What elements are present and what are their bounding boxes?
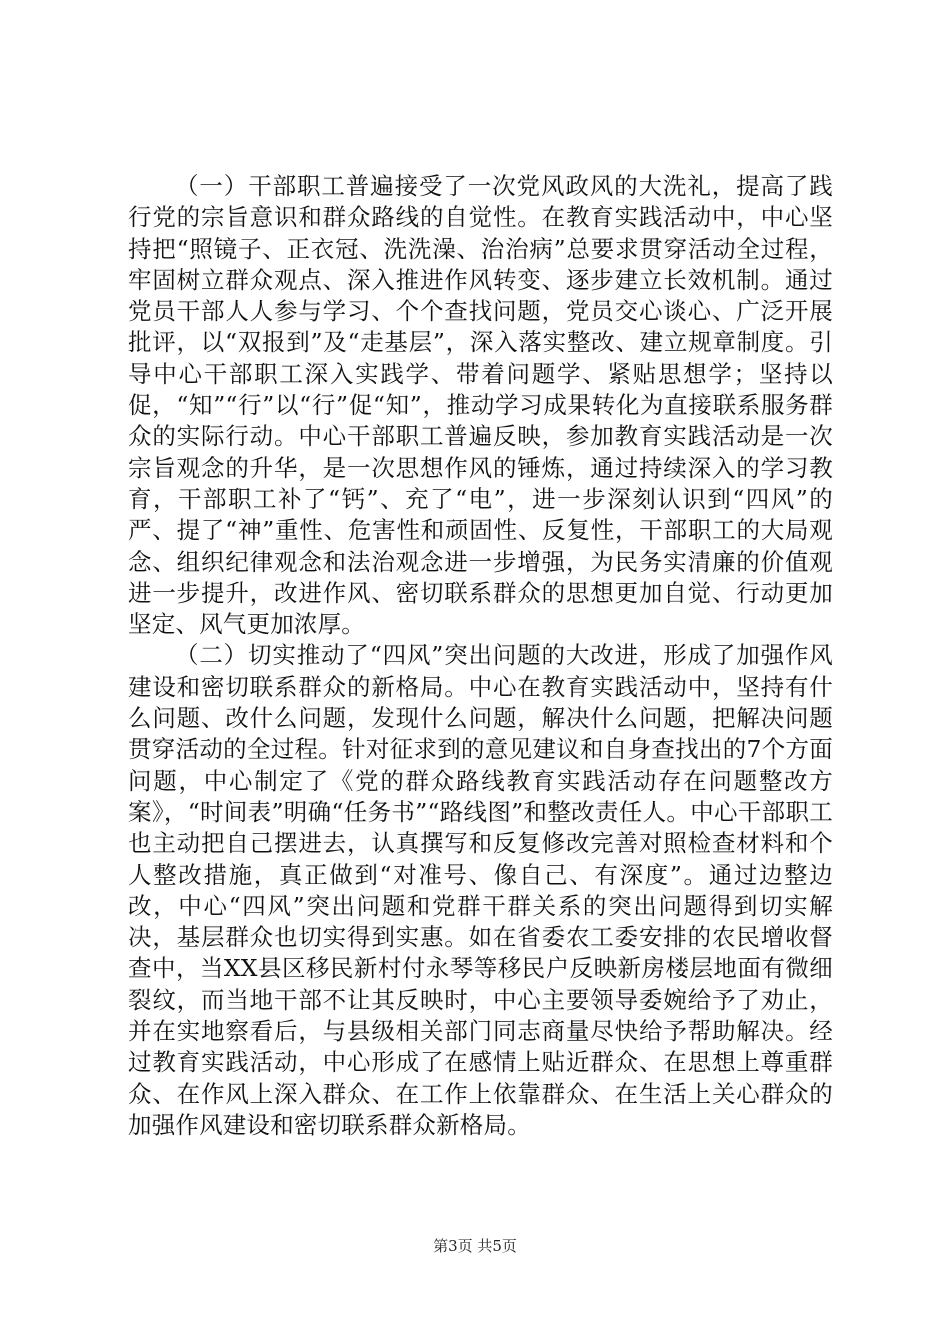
page-number-footer: 第3页 共5页	[433, 1237, 517, 1255]
document-body	[128, 171, 833, 1141]
paragraph-two: （二）切实推动了“四风”突出问题的大改进，形成了加强作风建设和密切联系群众的新格局。中心在教育实践活动中，坚持有什么问题、改什么问题，发现什么问题，解决什么问题，把解决问题贯穿活动的全过程。针对征求到的意见建议和自身查找出的7个方面问题，中心制定了《党的群众路线教育实践活动存在问题整改方案》，“时间表”明确“任务书”“路线图”和整改责任人。中心干部职工也主动把自己摆进去，认真撰写和反复修改完善对照检查材料和个人整改措施，真正做到“对准号、像自己、有深度”。通过边整边改，中心“四风”突出问题和党群干群关系的突出问题得到切实解决，基层群众也切实得到实惠。如在省委农工委安排的农民增收督查中，当XX县区移民新村付永琴等移民户反映新房楼层地面有微细裂纹，而当地干部不让其反映时，中心主要领导委婉给予了劝止，并在实地察看后，与县级相关部门同志商量尽快给予帮助解决。经过教育实践活动，中心形成了在感情上贴近群众、在思想上尊重群众、在作风上深入群众、在工作上依靠群众、在生活上关心群众的加强作风建设和密切联系群众新格局。	[128, 641, 833, 1139]
paragraph-one: （一）干部职工普遍接受了一次党风政风的大洗礼，提高了践行党的宗旨意识和群众路线的自觉性。在教育实践活动中，中心坚持把“照镜子、正衣冠、洗洗澡、治治病”总要求贯穿活动全过程，牢固树立群众观点、深入推进作风转变、逐步建立长效机制。通过党员干部人人参与学习、个个查找问题，党员交心谈心、广泛开展批评，以“双报到”及“走基层”，深入落实整改、建立规章制度。引导中心干部职工深入实践学、带着问题学、紧贴思想学；坚持以促，“知”“行”以“行”促“知”，推动学习成果转化为直接联系服务群众的实际行动。中心干部职工普遍反映，参加教育实践活动是一次宗旨观念的升华，是一次思想作风的锤炼，通过持续深入的学习教育，干部职工补了“钙”、充了“电”，进一步深刻认识到“四风”的严、提了“神”重性、危害性和顽固性、反复性，干部职工的大局观念、组织纪律观念和法治观念进一步增强，为民务实清廉的价值观进一步提升，改进作风、密切联系群众的思想更加自觉、行动更加坚定、风气更加浓厚。	[128, 172, 833, 639]
